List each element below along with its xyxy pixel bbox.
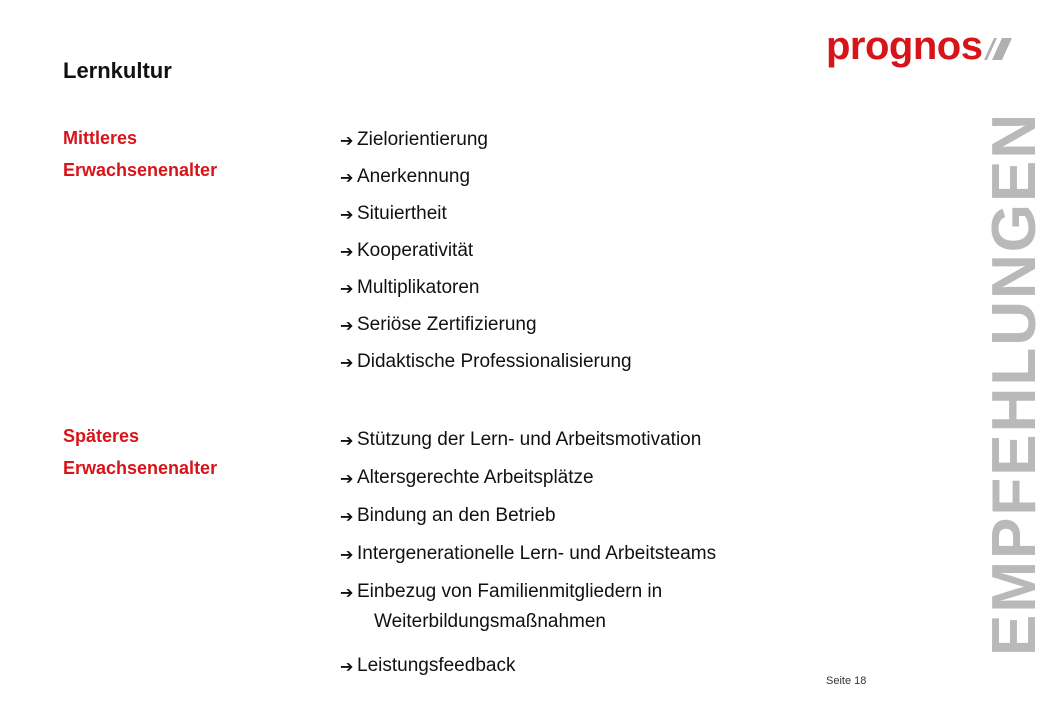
- list-item-line: Einbezug von Familienmitgliedern in: [357, 581, 663, 602]
- list-item-text: Intergenerationelle Lern- und Arbeitsteams: [357, 543, 717, 564]
- group-label-line: Erwachsenenalter: [63, 160, 218, 180]
- group-label-line: Mittleres: [63, 128, 138, 148]
- list-item-text: Bindung an den Betrieb: [357, 505, 556, 526]
- logo-slash-icon: [984, 36, 1014, 62]
- arrow-right-icon: ➔: [340, 244, 354, 261]
- arrow-right-icon: ➔: [340, 170, 354, 187]
- list-item: [340, 539, 716, 577]
- list-item: [340, 125, 632, 162]
- group-label-line: Späteres: [63, 426, 140, 446]
- list-item: [340, 501, 716, 539]
- side-label-area: [920, 111, 1049, 660]
- recommendation-list-mittleres: [340, 125, 632, 384]
- arrow-right-icon: ➔: [340, 509, 354, 526]
- logo-text: prognos: [826, 24, 983, 68]
- list-item: [340, 273, 632, 310]
- list-item-text: Altersgerechte Arbeitsplätze: [357, 467, 594, 488]
- list-item: [340, 162, 632, 199]
- list-item: [340, 236, 632, 273]
- page-title: Lernkultur: [63, 58, 172, 83]
- list-item: [340, 425, 716, 463]
- list-item-text: Situiertheit: [357, 203, 447, 224]
- list-item-text: Anerkennung: [357, 166, 471, 187]
- arrow-right-icon: ➔: [340, 207, 354, 224]
- arrow-right-icon: ➔: [340, 433, 354, 450]
- list-item-text: Seriöse Zertifizierung: [357, 314, 537, 335]
- arrow-right-icon: ➔: [340, 318, 354, 335]
- list-item-line: Weiterbildungsmaßnahmen: [374, 611, 606, 632]
- arrow-right-icon: ➔: [340, 281, 354, 298]
- arrow-right-icon: ➔: [340, 471, 354, 488]
- list-item-text: Multiplikatoren: [357, 277, 480, 298]
- group-label-line: Erwachsenenalter: [63, 458, 218, 478]
- list-item: [340, 347, 632, 384]
- arrow-right-icon: ➔: [340, 355, 354, 372]
- group-label-spaeteres: [63, 420, 217, 484]
- arrow-right-icon: ➔: [340, 585, 354, 602]
- list-item: [340, 651, 716, 689]
- list-item: [340, 577, 716, 651]
- list-item-text: Leistungsfeedback: [357, 655, 516, 676]
- list-item: [340, 199, 632, 236]
- list-item-text: Kooperativität: [357, 240, 474, 261]
- list-item-text: [357, 577, 662, 637]
- arrow-right-icon: ➔: [340, 133, 354, 150]
- group-label-mittleres: [63, 122, 217, 186]
- list-item-text: Stützung der Lern- und Arbeitsmotivation: [357, 429, 702, 450]
- recommendation-list-spaeteres: [340, 425, 716, 689]
- prognos-logo: [826, 26, 1014, 66]
- side-label: EMPFEHLUNGEN: [980, 111, 1049, 656]
- list-item-text: Zielorientierung: [357, 129, 488, 150]
- list-item: [340, 463, 716, 501]
- list-item-text: Didaktische Professionalisierung: [357, 351, 632, 372]
- arrow-right-icon: ➔: [340, 547, 354, 564]
- page-number: Seite 18: [826, 675, 867, 687]
- arrow-right-icon: ➔: [340, 659, 354, 676]
- list-item: [340, 310, 632, 347]
